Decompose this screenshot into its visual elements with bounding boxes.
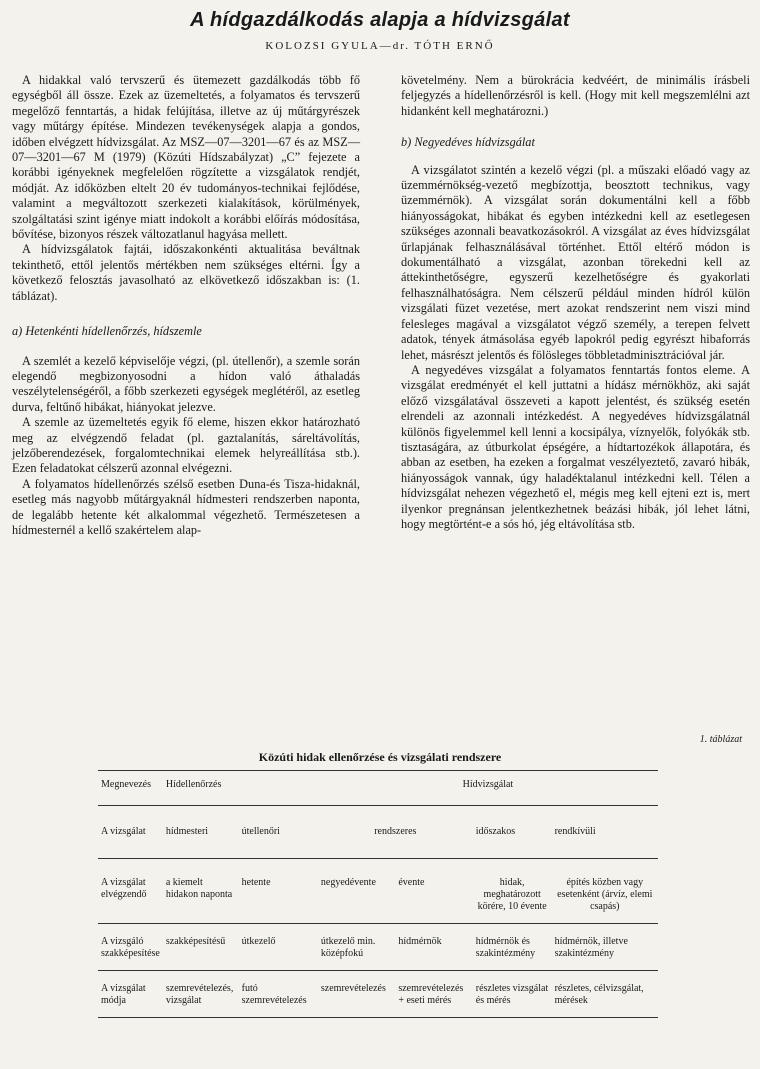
table-cell: A vizsgálat [101,826,146,837]
table-cell: részletes vizsgálat és mérés [475,983,549,1006]
article-authors: KOLOZSI GYULA—dr. TÓTH ERNŐ [265,40,495,52]
table-cell: hetente [241,877,271,888]
table-cell: hídmérnök [398,936,442,947]
table-cell: szemrevételezés + eseti mérés [398,983,464,1006]
table-cell: hidak, meghatározott körére, 10 évente [477,877,547,912]
table-cell: rendkívüli [554,826,596,837]
table-header-cell: Hídvizsgálat [462,779,514,790]
table-cell: évente [398,877,425,888]
table-cell: szemrevételezés [320,983,386,994]
table-cell: A vizsgálat módja [101,983,146,1006]
table-header-cell: Megnevezés [101,779,151,790]
table-cell: A vizsgáló szakképesítése [101,936,160,959]
left-column [12,73,360,538]
table-row [98,806,658,859]
section-heading-a: a) Hetenkénti hídellenőrzés, hídszemle [12,324,202,339]
table-cell: időszakos [475,826,516,837]
article-title: A hídgazdálkodás alapja a hídvizsgálat [190,9,570,31]
table-cell: hídmérnök, illetve szakintézmény [554,936,628,959]
table-cell: hídmérnök és szakintézmény [475,936,536,959]
table-title: Közúti hidak ellenőrzése és vizsgálati rendszere [258,750,502,764]
table-cell: rendszeres [374,826,417,837]
paragraph: A vizsgálatot szintén a kezelő végzi (pl. a műszaki előadó vagy az üzemmérnökség-vezető megbízottja, beosztott technikus, vagy üzemmérnök). A vizsgálat során dokumentálni kell a főbb hiányosságokat, hibákat és egyben intézkedni kell az esetlegesen szükséges azonnali beavatkozásokról. A vizsgálat az éves hídvizsgálat űrlapjának felhasználásával történhet. Ettől eltérő módon is dokumentálható a vizsgálat, azonban törekedni kell az áttekinthetőségre, egyszerű kezelhetőségre és gyakorlati felhasználhatóságra. Nem célszerű például minden hídról külön vizsgálati füzet vezetése, mert azokat rendszerint nem viszi mind felesleges magával a vizsgálatot végző személy, a terepen felvett adatok, tények átmásolása egyéb lapokról pedig egyrészt hibaforrás lehet, másrészt jelentős és fölösleges többletadminisztrációval jár. [401,162,750,362]
table-number: 1. táblázat [699,734,742,745]
table-row [98,859,658,924]
section-heading-b: b) Negyedéves hídvizsgálat [401,135,535,150]
table-cell: A vizsgálat elvégzendő [101,877,147,900]
paragraph: A szemlét a kezelő képviselője végzi, (pl. útellenőr), a szemle során elegendő megbizonyosodni a hídon való áthaladás veszélytelenségéről, a főbb szerkezeti egységek meglétéről, az esetleg durva, feltűnő hibákat, hiányokat jelezve. [12,353,360,414]
table-cell: építés közben vagy esetenként (árvíz, elemi csapás) [557,877,653,912]
paragraph: A hídvizsgálatok fajtái, időszakonkénti aktualitása beváltnak tekinthető, ettől jelentős mértékben nem szükséges eltérni. Így a következő felosztás javasolható az elkövetkező időszakban is: (1. táblázat). [12,242,360,303]
paragraph: A szemle az üzemeltetés egyik fő eleme, hiszen ekkor határozható meg az elvégzendő feladat (pl. gaztalanítás, sáreltávolítás, jelzőberendezések, forgalomtechnikai elemek helyreállítása stb.). Ezen feladatokat célszerű azonnal elvégezni. [12,415,360,476]
table-row [98,924,658,971]
table-cell: futó szemrevételezés [241,983,307,1006]
table-cell: útellenőri [241,826,280,837]
inspection-table [98,770,658,1018]
table-header-row [98,771,658,806]
paragraph: A folyamatos hídellenőrzés szélső esetben Duna-és Tisza-hidaknál, esetleg más nagyobb műtárgyaknál hídmesteri rendszerben naponta, de legalább hetente két alkalommal végezhető. Természetesen a hídmesternél a kellő szakértelem alap- [12,476,360,537]
table-cell: hídmesteri [165,826,209,837]
paragraph: követelmény. Nem a bürokrácia kedvéért, de minimális írásbeli feljegyzés a hídellenőrzésről is kell. (Hogy mit kell megszemlélni azt hidanként kell meghatározni.) [401,73,750,118]
table-cell: szakképesítésű [165,936,226,947]
table-cell: a kiemelt hidakon naponta [165,877,233,900]
table-cell: részletes, célvizsgálat, mérések [554,983,644,1006]
table-cell: útkezelő min. középfokú [320,936,376,959]
table-cell: negyedévente [320,877,376,888]
table-cell: útkezelő [241,936,276,947]
table-header-cell: Hídellenőrzés [165,779,222,790]
table-cell: szemrevételezés, vizsgálat [165,983,234,1006]
right-column [401,73,750,532]
paragraph: A negyedéves vizsgálat a folyamatos fenntartás fontos eleme. A vizsgálat eredményét el kell juttatni a hídász mérnökhöz, aki saját előző vizsgálatával összeveti a kapott jelentést, és szükség esetén elrendeli az azonnali intézkedést. A negyedéves hídvizsgálatnál különös figyelemmel kell lenni a kocsipálya, víznyelők, folyókák stb. tisztaságára, az útburkolat épségére, a hídtartozékok állapotára, és abban az esetben, ha ezeken a forgalmat veszélyeztető, zavaró hibák, hiányosságok vannak, úgy haladéktalanul intézkedni kell. Télen a hídvizsgálat nehezen végezhető el, mégis meg kell ejteni ezt is, mert ilyenkor pregnánsan jelentkezhetnek beázási hibák, jól lehet látni, hogy megtörtént-e a sós hó, jég eltávolítása stb. [401,362,750,531]
paragraph: A hidakkal való tervszerű és ütemezett gazdálkodás több fő egységből áll össze. Ezek az üzemeltetés, a folyamatos és tervszerű megelőző fenntartás, a hidak felújítása, illetve az új műtárgyrészek vagy műtárgy építése. Mindezen tevékenységek alapja a gondos, időben elvégzett hídvizsgálat. Az MSZ—07—3201—67 és az MSZ—07—3201—67 M (1979) (Közúti Hídszabályzat) „C” fejezete a korábbi igényeknek megfelelően rögzítette a vizsgálatok rendjét, módját. Az időközben eltelt 20 év tudományos-technikai fejlődése, valamint a megváltozott szerkezeti kialakítások, körülmények, szolgáltatási szint igénye miatt indokolt a korábbi előírás módosítása, bővítése, bizonyos részek változatlanul hagyása mellett. [12,73,360,242]
table-row [98,971,658,1018]
